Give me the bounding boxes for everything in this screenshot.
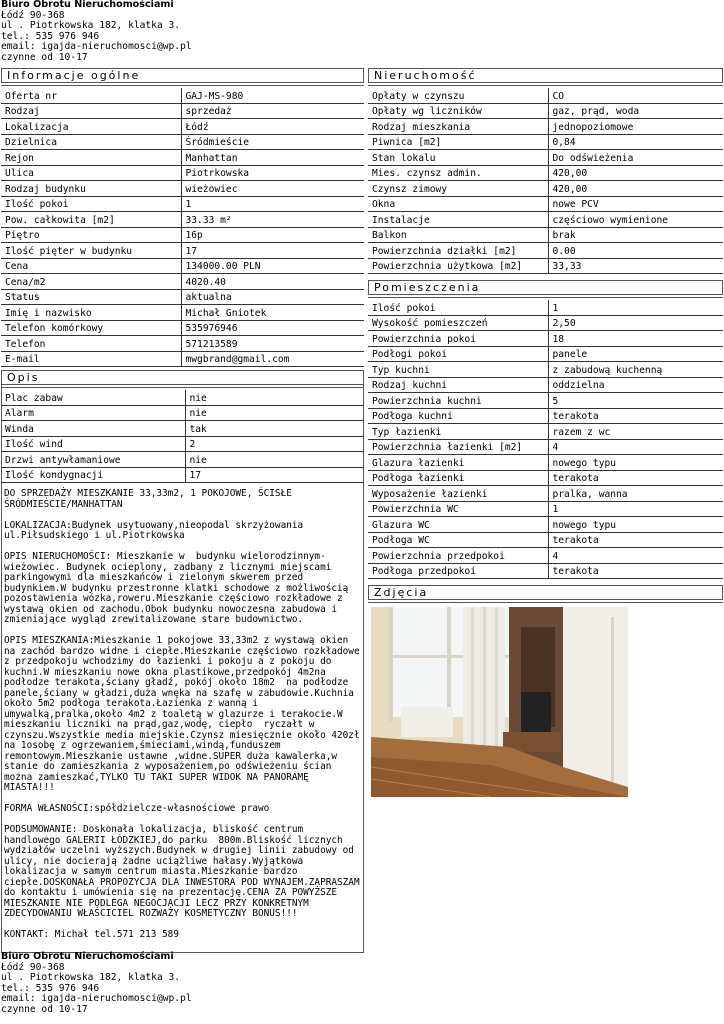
rooms-table bbox=[368, 300, 723, 579]
property-row bbox=[368, 103, 723, 119]
general-row-value: Łódź bbox=[181, 119, 364, 135]
office-street: ul . Piotrkowska 182, klatka 3. bbox=[1, 20, 181, 32]
rooms-row-label: Powierzchnia łazienki [m2] bbox=[368, 439, 548, 455]
rooms-row-value: 4 bbox=[548, 548, 723, 564]
general-row-value: 16p bbox=[181, 227, 364, 243]
rooms-row-label: Typ łazienki bbox=[368, 424, 548, 440]
rooms-row-label: Podłoga kuchni bbox=[368, 408, 548, 424]
opis-row-value: 2 bbox=[185, 436, 364, 452]
property-row bbox=[368, 88, 723, 103]
general-row-value: 33.33 m² bbox=[181, 212, 364, 228]
apartment-photo[interactable] bbox=[371, 607, 628, 797]
general-row bbox=[1, 305, 364, 321]
general-row-label: Telefon komórkowy bbox=[1, 320, 181, 336]
general-row bbox=[1, 227, 364, 243]
property-row-value: 420,00 bbox=[548, 181, 723, 197]
property-row bbox=[368, 119, 723, 135]
general-row-label: Piętro bbox=[1, 227, 181, 243]
office-name-footer: Biuro Obrotu Nieruchomościami bbox=[1, 951, 174, 962]
rooms-row-value: razem z wc bbox=[548, 424, 723, 440]
property-row-label: Stan lokalu bbox=[368, 150, 548, 166]
rooms-row bbox=[368, 331, 723, 347]
general-row-value: 571213589 bbox=[181, 336, 364, 352]
general-row bbox=[1, 134, 364, 150]
general-row-label: Oferta nr bbox=[1, 88, 181, 103]
property-row-value: Do odświeżenia bbox=[548, 150, 723, 166]
general-row bbox=[1, 351, 364, 367]
property-row bbox=[368, 258, 723, 274]
general-row-value: aktualna bbox=[181, 289, 364, 305]
rooms-row bbox=[368, 501, 723, 517]
property-row-label: Mies. czynsz admin. bbox=[368, 165, 548, 181]
rooms-row-label: Wysokość pomieszczeń bbox=[368, 315, 548, 331]
property-row bbox=[368, 181, 723, 197]
general-row bbox=[1, 274, 364, 290]
rooms-row bbox=[368, 377, 723, 393]
opis-row-value: tak bbox=[185, 421, 364, 437]
rooms-row-label: Ilość pokoi bbox=[368, 300, 548, 315]
rooms-row-label: Glazura łazienki bbox=[368, 455, 548, 471]
opis-row-value: nie bbox=[185, 452, 364, 468]
opis-row-label: Ilość kondygnacji bbox=[1, 467, 185, 483]
property-row-value: nowe PCV bbox=[548, 196, 723, 212]
rooms-row-label: Wyposażenie łazienki bbox=[368, 486, 548, 502]
property-row bbox=[368, 212, 723, 228]
section-rooms-title: Pomieszczenia bbox=[374, 281, 481, 294]
general-row-value: 1 bbox=[181, 196, 364, 212]
opis-row-label: Winda bbox=[1, 421, 185, 437]
opis-row-label: Alarm bbox=[1, 405, 185, 421]
property-row bbox=[368, 150, 723, 166]
rooms-row-value: 5 bbox=[548, 393, 723, 409]
general-row bbox=[1, 119, 364, 135]
rooms-row-label: Podłogi pokoi bbox=[368, 346, 548, 362]
property-row-label: Czynsz zimowy bbox=[368, 181, 548, 197]
rooms-row-value: 2,50 bbox=[548, 315, 723, 331]
property-row-value: częściowo wymienione bbox=[548, 212, 723, 228]
opis-row-value: nie bbox=[185, 405, 364, 421]
rooms-row-value: 1 bbox=[548, 501, 723, 517]
section-photos-title: Zdjęcia bbox=[374, 586, 429, 599]
property-row-label: Powierzchnia użytkowa [m2] bbox=[368, 258, 548, 274]
general-row-value: Piotrkowska bbox=[181, 165, 364, 181]
section-photos-header bbox=[368, 585, 723, 600]
rooms-row bbox=[368, 548, 723, 564]
rooms-row-label: Powierzchnia WC bbox=[368, 501, 548, 517]
general-row bbox=[1, 336, 364, 352]
office-phone-footer: tel.: 535 976 946 bbox=[1, 982, 100, 994]
office-phone: tel.: 535 976 946 bbox=[1, 30, 100, 42]
opis-row-value: nie bbox=[185, 390, 364, 405]
general-row bbox=[1, 196, 364, 212]
rooms-row bbox=[368, 563, 723, 579]
general-row-value: Manhattan bbox=[181, 150, 364, 166]
general-row-value: 17 bbox=[181, 243, 364, 259]
rooms-row bbox=[368, 362, 723, 378]
general-row-label: Cena bbox=[1, 258, 181, 274]
general-row-label: E-mail bbox=[1, 351, 181, 367]
property-row-label: Opłaty wg liczników bbox=[368, 103, 548, 119]
general-row bbox=[1, 88, 364, 103]
property-row-value: 33,33 bbox=[548, 258, 723, 274]
general-row-label: Ilość pokoi bbox=[1, 196, 181, 212]
office-info-top bbox=[1, 0, 192, 64]
opis-row bbox=[1, 452, 364, 468]
section-opis-header bbox=[1, 370, 364, 385]
rooms-row bbox=[368, 346, 723, 362]
property-row-value: gaz, prąd, woda bbox=[548, 103, 723, 119]
rooms-row-value: terakota bbox=[548, 532, 723, 548]
office-hours: czynne od 10-17 bbox=[1, 51, 88, 63]
rooms-row-label: Podłoga WC bbox=[368, 532, 548, 548]
general-row bbox=[1, 289, 364, 305]
general-row-value: 4020.40 bbox=[181, 274, 364, 290]
rooms-row-label: Podłoga przedpokoi bbox=[368, 563, 548, 579]
opis-row bbox=[1, 436, 364, 452]
opis-row bbox=[1, 467, 364, 483]
general-row-label: Rodzaj budynku bbox=[1, 181, 181, 197]
general-row-label: Dzielnica bbox=[1, 134, 181, 150]
rooms-row-value: 1 bbox=[548, 300, 723, 315]
opis-row-label: Plac zabaw bbox=[1, 390, 185, 405]
rooms-row-label: Podłoga łazienki bbox=[368, 470, 548, 486]
property-row bbox=[368, 134, 723, 150]
rooms-row-value: nowego typu bbox=[548, 455, 723, 471]
office-address: Łódź 90-368 bbox=[1, 9, 65, 21]
section-property-header bbox=[368, 68, 723, 83]
rooms-row-value: z zabudową kuchenną bbox=[548, 362, 723, 378]
apartment-photo-image bbox=[371, 607, 628, 797]
rooms-row bbox=[368, 455, 723, 471]
general-row-value: sprzedaż bbox=[181, 103, 364, 119]
property-row-value: jednopoziomowe bbox=[548, 119, 723, 135]
rooms-row-value: oddzielna bbox=[548, 377, 723, 393]
general-row-label: Rejon bbox=[1, 150, 181, 166]
rooms-row-label: Powierzchnia przedpokoi bbox=[368, 548, 548, 564]
property-row-value: 420,00 bbox=[548, 165, 723, 181]
property-row-label: Instalacje bbox=[368, 212, 548, 228]
opis-row bbox=[1, 405, 364, 421]
rooms-row-label: Powierzchnia kuchni bbox=[368, 393, 548, 409]
rooms-row-value: terakota bbox=[548, 470, 723, 486]
general-row bbox=[1, 165, 364, 181]
rooms-row-value: 4 bbox=[548, 439, 723, 455]
rooms-row bbox=[368, 408, 723, 424]
general-row bbox=[1, 320, 364, 336]
general-row-value: 535976946 bbox=[181, 320, 364, 336]
rooms-row-label: Powierzchnia pokoi bbox=[368, 331, 548, 347]
section-rooms-header bbox=[368, 280, 723, 295]
general-row-label: Telefon bbox=[1, 336, 181, 352]
general-row bbox=[1, 150, 364, 166]
general-row-label: Lokalizacja bbox=[1, 119, 181, 135]
general-row-label: Ulica bbox=[1, 165, 181, 181]
office-email-footer: email: igajda-nieruchomosci@wp.pl bbox=[1, 993, 192, 1005]
property-row-value: 0.00 bbox=[548, 243, 723, 259]
opis-row-value: 17 bbox=[185, 467, 364, 483]
property-row-label: Opłaty w czynszu bbox=[368, 88, 548, 103]
general-row-value: GAJ-MS-980 bbox=[181, 88, 364, 103]
rooms-row-label: Typ kuchni bbox=[368, 362, 548, 378]
property-row-value: brak bbox=[548, 227, 723, 243]
property-row-value: 0,84 bbox=[548, 134, 723, 150]
office-name: Biuro Obrotu Nieruchomościami bbox=[1, 0, 174, 10]
section-general-header bbox=[1, 68, 364, 83]
general-row bbox=[1, 212, 364, 228]
property-row bbox=[368, 243, 723, 259]
office-email: email: igajda-nieruchomosci@wp.pl bbox=[1, 41, 192, 53]
general-row-value: mwgbrand@gmail.com bbox=[181, 351, 364, 367]
general-info-table bbox=[1, 88, 364, 367]
office-hours-footer: czynne od 10-17 bbox=[1, 1003, 88, 1015]
property-row bbox=[368, 227, 723, 243]
general-row bbox=[1, 258, 364, 274]
office-address-footer: Łódź 90-368 bbox=[1, 961, 65, 973]
rooms-row bbox=[368, 300, 723, 315]
office-street-footer: ul . Piotrkowska 182, klatka 3. bbox=[1, 972, 181, 984]
property-row-value: CO bbox=[548, 88, 723, 103]
property-row-label: Okna bbox=[368, 196, 548, 212]
opis-row bbox=[1, 421, 364, 437]
property-row bbox=[368, 165, 723, 181]
rooms-row bbox=[368, 315, 723, 331]
rooms-row bbox=[368, 470, 723, 486]
property-row-label: Powierzchnia działki [m2] bbox=[368, 243, 548, 259]
rooms-row-label: Rodzaj kuchni bbox=[368, 377, 548, 393]
section-opis-title: Opis bbox=[7, 371, 40, 384]
general-row bbox=[1, 181, 364, 197]
general-row-label: Status bbox=[1, 289, 181, 305]
office-info-bottom bbox=[1, 952, 192, 1016]
section-general-title: Informacje ogólne bbox=[7, 69, 141, 82]
general-row-label: Cena/m2 bbox=[1, 274, 181, 290]
rooms-row-label: Glazura WC bbox=[368, 517, 548, 533]
general-row bbox=[1, 243, 364, 259]
rooms-row bbox=[368, 424, 723, 440]
rooms-row-value: terakota bbox=[548, 408, 723, 424]
property-row-label: Balkon bbox=[368, 227, 548, 243]
opis-table bbox=[1, 390, 364, 483]
opis-row bbox=[1, 390, 364, 405]
property-table bbox=[368, 88, 723, 274]
rooms-row bbox=[368, 486, 723, 502]
general-row-label: Pow. całkowita [m2] bbox=[1, 212, 181, 228]
opis-row-label: Drzwi antywłamaniowe bbox=[1, 452, 185, 468]
general-row-value: 134000.00 PLN bbox=[181, 258, 364, 274]
rooms-row-value: 18 bbox=[548, 331, 723, 347]
rooms-row-value: pralka, wanna bbox=[548, 486, 723, 502]
rooms-row bbox=[368, 532, 723, 548]
general-row bbox=[1, 103, 364, 119]
general-row-label: Rodzaj bbox=[1, 103, 181, 119]
rooms-row-value: panele bbox=[548, 346, 723, 362]
general-row-value: wieżowiec bbox=[181, 181, 364, 197]
general-row-label: Ilość pięter w budynku bbox=[1, 243, 181, 259]
property-row bbox=[368, 196, 723, 212]
rooms-row bbox=[368, 517, 723, 533]
section-property-title: Nieruchomość bbox=[374, 69, 477, 82]
rooms-row bbox=[368, 393, 723, 409]
description-text: DO SPRZEDAŻY MIESZKANIE 33,33m2, 1 POKOJOWE, ŚCISŁE ŚRÓDMIEŚCIE/MANHATTAN LOKALIZACJA:Budynek usytuowany,nieopodal skrzyżowania ul.Piłsudskiego i ul.Piotrkowska OPIS NIERUCHOMOŚCI: Mieszkanie w budynku wielorodzinnym-wieżowiec. Budynek ocieplony, zadbany z licznymi miejscami parkingowymi dla mieszkańców i zielonym skwerem przed budynkiem.W budynku przestronne klatki schodowe z możliwością pozostawienia wózka,roweru.Mieszkanie częściowo rozkładowe z wystawą okien od zachodu.Obok budynku nowoczesna zabudowa i zmieniające wygląd zrewitalizowane stare budownictwo. OPIS MIESZKANIA:Mieszkanie 1 pokojowe 33,33m2 z wystawą okien na zachód bardzo widne i ciepłe.Mieszkanie częściowo rozkładowe z przedpokoju wchodzimy do łazienki i pokoju a z pokoju do kuchni.W mieszkaniu nowe okna plastikowe,przedpokój 4m2na podłodze terakota,ściany gładź, pokój około 18m2 na podłodze panele,ściany w gładzi,duża wnęka na szafę w zabudowie.Kuchnia około 5m2 podłoga terakota.Łazienka z wanną i umywalką,pralka,około 4m2 z toaletą w glazurze i terakocie.W mieszkaniu liczniki na prąd,gaz,wodę, ciepło ryczałt w czynszu.Wszystkie media miejskie.Czynsz miesięcznie około 420zł na 1osobę z ogrzewaniem,śmieciami,windą,funduszem remontowym.Mieszkanie ustawne ,widne.SUPER duża kawalerka,w stanie do zamieszkania z wyposażeniem,po odświeżeniu ścian można zamieszkać,TYLKO TU TAKI SUPER WIDOK NA PANORAMĘ MIASTA!!! FORMA WŁASNOŚCI:spółdzielcze-własnościowe prawo PODSUMOWANIE: Doskonała lokalizacja, bliskość centrum handlowego GALERII ŁÓDZKIEJ,do parku 800m.Bliskość licznych wydziałów uczelni wyższych.Budynek w drugiej linii zabudowy od ulicy, nie docierają żadne uciążliwe hałasy.Wyjątkowa lokalizacja w samym centrum miasta.Mieszkanie bardzo ciepłe.DOSKONAŁA PROPOZYCJA DLA INWESTORA POD WYNAJEM.ZAPRASZAM do kontaktu i umówienia się na prezentację.CENA ZA POWYŻSZE MIESZKANIE NIE PODLEGA NEGOCJACJI LECZ PRZY KONKRETNYM ZDECYDOWANIU WŁAŚCICIEL ROZWAŻY KOSMETYCZNY BONUS!!! KONTAKT: Michał tel.571 213 589 bbox=[4, 488, 360, 940]
general-row-value: Śródmieście bbox=[181, 134, 364, 150]
general-row-label: Imię i nazwisko bbox=[1, 305, 181, 321]
property-row-label: Rodzaj mieszkania bbox=[368, 119, 548, 135]
rooms-row-value: nowego typu bbox=[548, 517, 723, 533]
rooms-row bbox=[368, 439, 723, 455]
property-row-label: Piwnica [m2] bbox=[368, 134, 548, 150]
opis-row-label: Ilość wind bbox=[1, 436, 185, 452]
rooms-row-value: terakota bbox=[548, 563, 723, 579]
general-row-value: Michał Gniotek bbox=[181, 305, 364, 321]
